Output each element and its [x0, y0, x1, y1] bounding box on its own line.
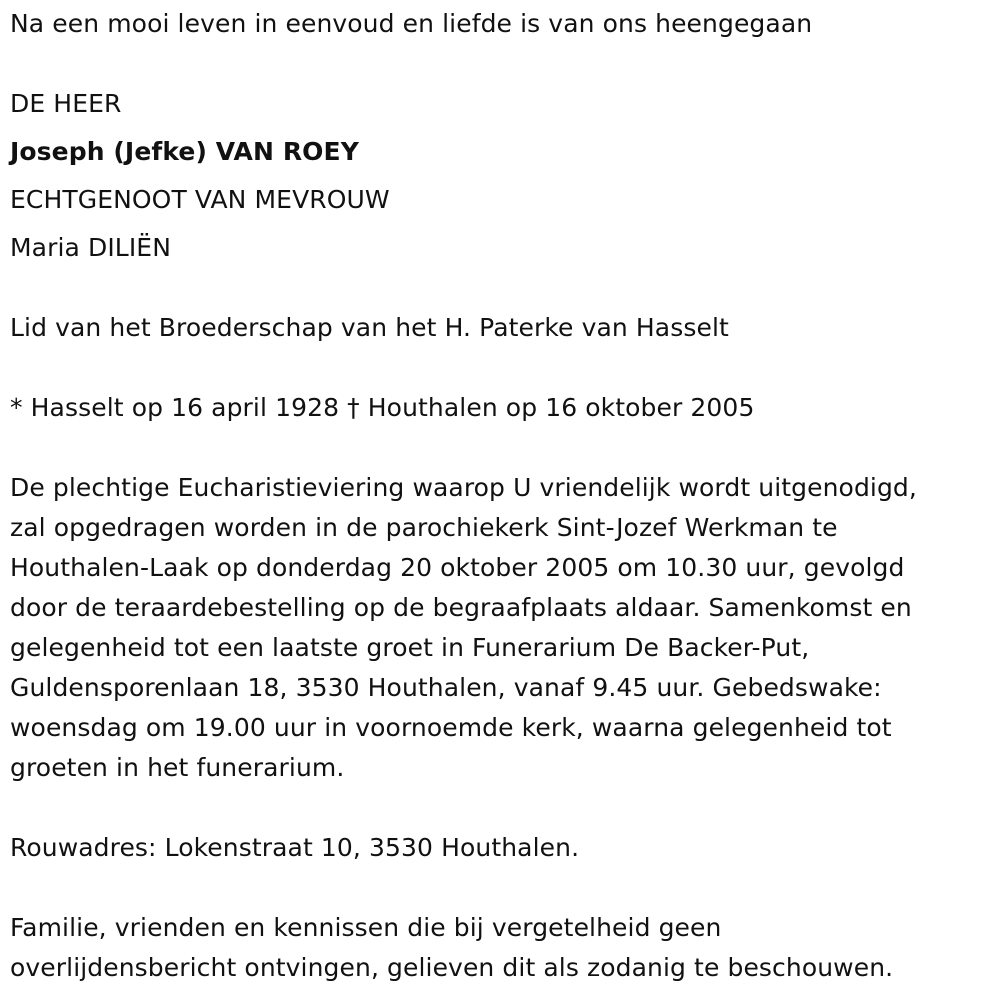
- spouse-title: ECHTGENOOT VAN MEVROUW: [10, 185, 390, 214]
- ceremony-line: Guldensporenlaan 18, 3530 Houthalen, vanaf 9.45 uur. Gebedswake:: [10, 673, 882, 702]
- ceremony-line: De plechtige Eucharistieviering waarop U vriendelijk wordt uitgenodigd,: [10, 473, 917, 502]
- ceremony-line: door de teraardebestelling op de begraafplaats aldaar. Samenkomst en: [10, 593, 912, 622]
- ceremony-line: groeten in het funerarium.: [10, 753, 345, 782]
- ceremony-line: gelegenheid tot een laatste groet in Funerarium De Backer-Put,: [10, 633, 810, 662]
- deceased-name: Joseph (Jefke) VAN ROEY: [10, 137, 359, 166]
- membership-line: Lid van het Broederschap van het H. Paterke van Hasselt: [10, 313, 729, 342]
- birth-death-dates: * Hasselt op 16 april 1928 † Houthalen op 16 oktober 2005: [10, 393, 755, 422]
- ceremony-line: zal opgedragen worden in de parochiekerk Sint-Jozef Werkman te: [10, 513, 838, 542]
- mourning-address: Rouwadres: Lokenstraat 10, 3530 Houthalen.: [10, 833, 580, 862]
- closing-line: overlijdensbericht ontvingen, gelieven dit als zodanig te beschouwen.: [10, 953, 894, 982]
- spouse-name: Maria DILIËN: [10, 233, 172, 262]
- ceremony-line: woensdag om 19.00 uur in voornoemde kerk, waarna gelegenheid tot: [10, 713, 892, 742]
- honorific: DE HEER: [10, 89, 122, 118]
- ceremony-line: Houthalen-Laak op donderdag 20 oktober 2005 om 10.30 uur, gevolgd: [10, 553, 905, 582]
- closing-line: Familie, vrienden en kennissen die bij vergetelheid geen: [10, 913, 722, 942]
- intro-line: Na een mooi leven in eenvoud en liefde is van ons heengegaan: [10, 9, 813, 38]
